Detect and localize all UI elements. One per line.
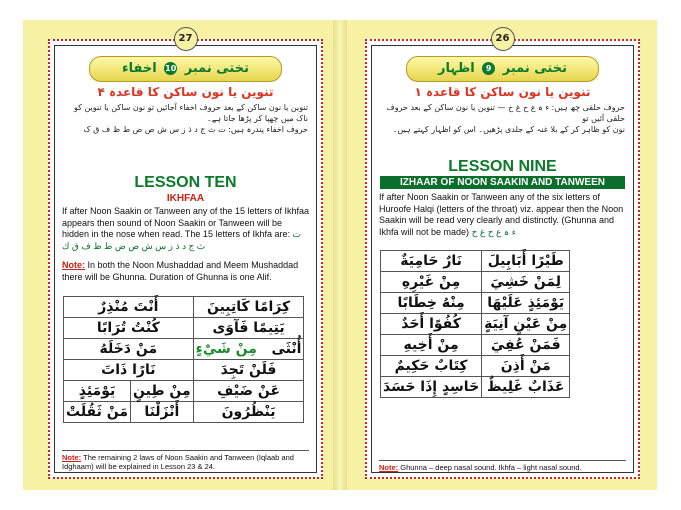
example-cell: يَتِيمًا فَآوَى <box>193 318 304 339</box>
banner-number: 10 <box>165 64 177 73</box>
example-cell: مِنْهُ خِطَابًا <box>381 293 482 314</box>
example-word: مِنْ شَيْءٍ <box>195 341 257 357</box>
table-row <box>381 377 570 398</box>
example-cell: حَاسِدٍ إِذَا حَسَدَ <box>381 377 482 398</box>
book-gutter <box>333 20 347 490</box>
table-row <box>381 356 570 377</box>
example-cell: مِنْ طِينٍ <box>131 381 194 402</box>
example-cell: أَنْزَلْنَا <box>131 402 194 423</box>
lesson-title: LESSON NINE <box>448 158 557 175</box>
table-row <box>381 251 570 272</box>
urdu-line: تنوین یا نون ساکن کے بعد حروف اخفاء آجائیں تو نون ساکن یا تنوین کو ناک میں چھپا کر پڑھا جاتا ہے۔ <box>73 103 308 123</box>
footnote-label: Note: <box>379 463 399 472</box>
footnote-label: Note: <box>62 453 82 462</box>
table-row <box>64 360 304 381</box>
urdu-line: نون کو ظاہر کر کے بلا غنہ کے جلدی پڑھیں۔ اس کو اظہار کہتے ہیں۔ <box>392 125 625 134</box>
footnote-text: Ghunna – deep nasal sound. Ikhfa – light nasal sound. <box>398 463 582 472</box>
example-cell: مَنْ أَذِنَ <box>482 356 570 377</box>
example-cell: كُفُوًا أَحَدٌ <box>381 314 482 335</box>
table-row <box>381 335 570 356</box>
lesson-banner <box>89 56 282 82</box>
example-cell: عَذَابٌ غَلِيظٌ <box>482 377 570 398</box>
rule-heading: تنوین یا نون ساکن کا قاعدہ ۱ <box>414 85 591 99</box>
left-page <box>48 27 323 487</box>
lesson-subtitle: IKHFAA <box>166 193 205 204</box>
table-row <box>64 318 304 339</box>
example-cell: يَنْظُرُونَ <box>193 402 304 423</box>
table-row <box>64 297 304 318</box>
lesson-title: LESSON TEN <box>134 174 237 191</box>
example-cell: طَيْرًا أَبَابِيلَ <box>482 251 570 272</box>
right-page <box>365 27 640 487</box>
example-cell: فَمَنْ عُفِيَ <box>482 335 570 356</box>
note <box>62 260 309 283</box>
banner-word: اخفاء <box>121 61 157 76</box>
example-cell: نَارٌ حَامِيَةٌ <box>381 251 482 272</box>
example-word: أُنْثَى <box>271 341 302 357</box>
paragraph-text: If after Noon Saakin or Tanween any of the six letters of Huroofe Halqi (letters of the throat) viz. appear then the Noon Saakin will be read very clearly and distinctly. (Ghunna and Ikhfa will not be made) <box>379 192 624 237</box>
note-label: Note: <box>62 260 85 270</box>
footnote <box>379 460 626 472</box>
example-cell: عَنْ ضَيْفِ <box>193 381 304 402</box>
page-border <box>371 45 634 473</box>
example-cell: مَنْ ثَقُلَتْ <box>64 402 131 423</box>
banner-title: تختی نمبر <box>502 61 567 76</box>
paragraph-text: If after Noon Saakin or Tanween any of the 15 letters of Ikhfaa appears then sound of Noon Saakin or Tanween will be hidden in the nose when read. The 15 letters of Ikhfa are: <box>62 206 309 239</box>
example-cell: يَوْمَئِذٍ <box>64 381 131 402</box>
banner-word: اظہار <box>438 61 475 76</box>
example-cell: يَوْمَئِذٍ عَلَيْهَا <box>482 293 570 314</box>
example-cell: مِنْ غَيْرِهِ <box>381 272 482 293</box>
page-border <box>54 45 317 473</box>
page-frame <box>365 39 640 479</box>
example-cell <box>193 339 304 360</box>
note-text: In both the Noon Mushaddad and Meem Mushaddad there will be Ghunna. Duration of Ghunna is one Alif. <box>62 260 299 282</box>
table-row <box>64 339 304 360</box>
lesson-paragraph <box>379 192 626 238</box>
table-row <box>381 314 570 335</box>
rule-heading: تنوین یا نون ساکن کا قاعدہ ۴ <box>97 85 274 99</box>
page-number: 26 <box>491 27 515 51</box>
urdu-line: حروف اخفاء پندرہ ہیں: ت ث ج د ذ ز س ش ص ض ط ظ ف ق ک <box>83 125 308 134</box>
footnote-text: The remaining 2 laws of Noon Saakin and Tanween (Iqlaab and Idghaam) will be explained in Lesson 23 & 24. <box>62 453 294 471</box>
banner-title: تختی نمبر <box>184 61 249 76</box>
table-row <box>64 402 304 423</box>
example-cell: كِرَامًا كَاتِبِينَ <box>193 297 304 318</box>
example-cell: مِنْ عَيْنٍ آنِيَةٍ <box>482 314 570 335</box>
example-cell: نَارًا ذَاتَ <box>64 360 194 381</box>
example-cell: مِنْ أَخِيهِ <box>381 335 482 356</box>
banner-number: 9 <box>482 62 495 75</box>
lesson-paragraph <box>62 206 309 252</box>
lesson-banner <box>406 56 599 82</box>
examples-table <box>380 250 570 398</box>
halqi-letters: ء ہ ع ح غ خ <box>471 226 516 237</box>
urdu-line: حروف حلقی چھ ہیں: ء ہ ع ح غ خ — تنوین یا نون ساکن کے بعد حروف حلقی آئیں تو <box>386 103 625 123</box>
page-number: 27 <box>174 27 198 51</box>
footnote <box>62 450 309 471</box>
examples-table <box>63 296 304 423</box>
table-row <box>381 272 570 293</box>
example-cell: مَنْ دَخَلَهُ <box>64 339 194 360</box>
example-cell: أَنْتَ مُنْذِرٌ <box>64 297 194 318</box>
example-cell: لِمَنْ خَشِيَ <box>482 272 570 293</box>
example-cell: كُنْتُ تُرَابًا <box>64 318 194 339</box>
ikhfa-letters: ت ث ج د ذ ز س ش ص ض ط ظ ف ق ك <box>62 229 301 251</box>
page-frame <box>48 39 323 479</box>
table-row <box>381 293 570 314</box>
example-cell: كِتَابٌ حَكِيمٌ <box>381 356 482 377</box>
lesson-subtitle: IZHAAR OF NOON SAAKIN AND TANWEEN <box>380 176 625 189</box>
table-row <box>64 381 304 402</box>
example-cell: فَلَنْ تَجِدَ <box>193 360 304 381</box>
